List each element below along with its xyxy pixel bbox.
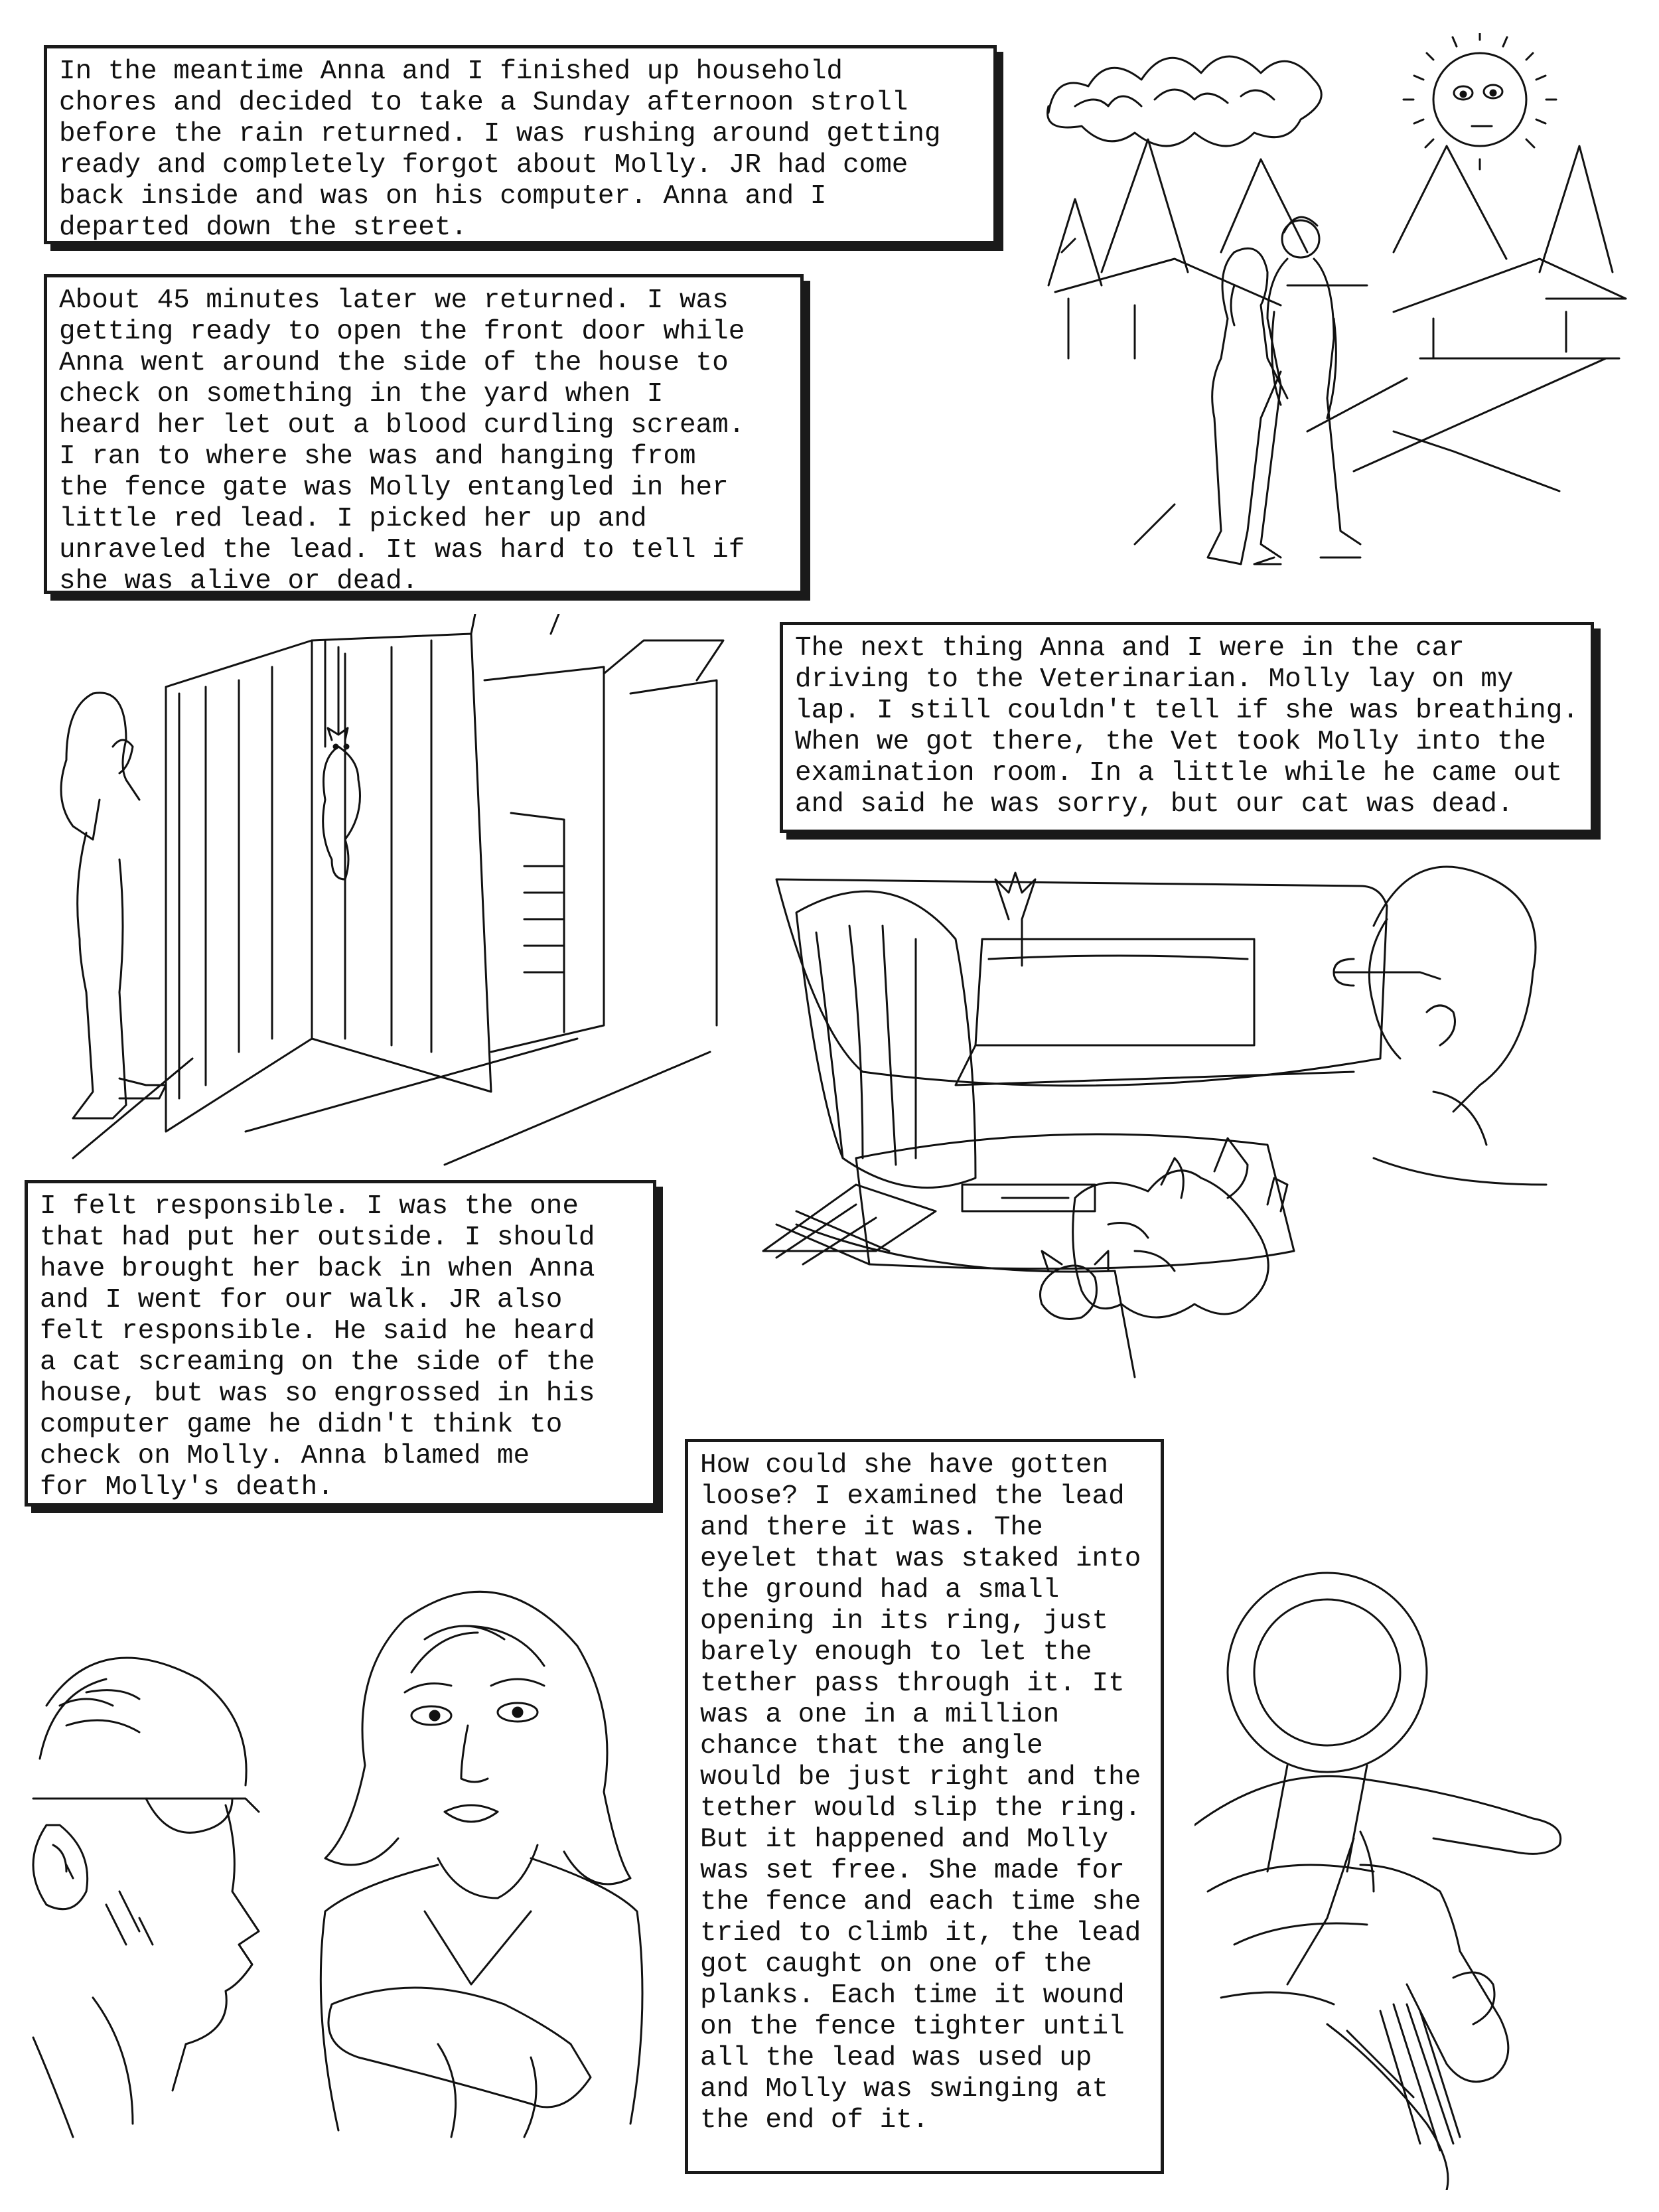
cloud-drawing: [1048, 56, 1322, 146]
passenger-anna-hair: [763, 891, 975, 1264]
anna-figure: [61, 693, 166, 1118]
eyelet-ring: [1228, 1573, 1427, 1872]
cat-on-lap: [1041, 1138, 1288, 1319]
cat-hanging: [323, 640, 360, 879]
caption-return-scream: About 45 minutes later we returned. I was getting ready to open the front door while Anna went around the side of the house to check on something in the yard when I heard her let out a blood curdling scream. I ran to where she was and hanging from the fence gate was Molly entangled in her little red lead. I picked her up and unraveled the lead. It was hard to tell if she was alive or dead.: [44, 274, 804, 594]
man-portrait-illustration: [27, 1626, 285, 2183]
caption-veterinarian: The next thing Anna and I were in the car driving to the Veterinarian. Molly lay on my lap. I still couldn't tell if she was breathing. When we got there, the Vet took Molly into the examination room. In a little while he came out and said he was sorry, but our cat was dead.: [780, 622, 1594, 833]
caption-stroll: In the meantime Anna and I finished up household chores and decided to take a Sunday afternoon stroll before the rain returned. I was rushing around getting ready and completely forgot about Molly. JR had come back inside and was on his computer. Anna and I departed down the street.: [44, 45, 997, 244]
fence-gate-illustration: [46, 614, 737, 1178]
hand: [1194, 1776, 1561, 2190]
driver-me-head: [1334, 867, 1546, 1185]
couple-walking-illustration: [1022, 33, 1632, 604]
trees-and-houses: [1048, 139, 1626, 544]
caption-responsible: I felt responsible. I was the one that had put her outside. I should have brought her back in when Anna and I went for our walk. JR also felt responsible. He said he heard a cat screaming on the side of the house, but was so engrossed in his computer game he didn't think to check on Molly. Anna blamed me for Molly's death.: [25, 1180, 656, 1507]
man-figure: [1254, 217, 1360, 564]
dashboard: [796, 1134, 1294, 1377]
woman-figure: [1208, 248, 1287, 564]
windshield: [776, 873, 1387, 1086]
caption-lead-explanation: How could she have gotten loose? I examined the lead and there it was. The eyelet that was staked into the ground had a small opening in its ring, just barely enough to let the tether pass through it. It was a one in a million chance that the angle would be just right and the tether would slip the ring. But it happened and Molly was set free. She made for the fence and each time she tried to climb it, the lead got caught on one of the planks. Each time it wound on the fence tighter until all the lead was used up and Molly was swinging at the end of it.: [685, 1439, 1164, 2174]
car-interior-illustration: [737, 853, 1626, 1384]
fence-planks: [73, 614, 723, 1165]
eyelet-ring-hand-illustration: [1194, 1520, 1632, 2190]
sun-drawing: [1404, 33, 1556, 169]
woman-portrait-illustration: [292, 1580, 664, 2177]
tether-line: [1287, 1832, 1374, 1984]
